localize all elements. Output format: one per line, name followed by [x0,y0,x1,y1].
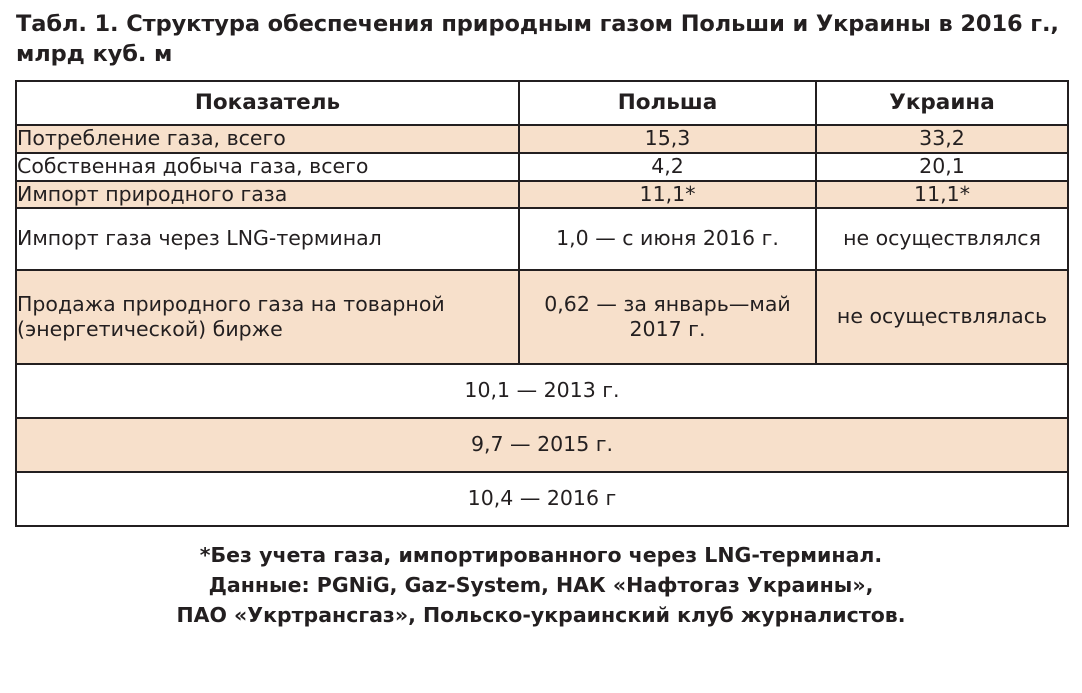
footnote-line-1: *Без учета газа, импортированного через LNG-терминал. [199,543,883,568]
table-row [16,153,1068,181]
table-row [16,208,1068,270]
table-row [16,125,1068,153]
row-label: Потребление газа, всего [16,125,519,153]
column-header-indicator: Показатель [16,81,519,125]
row-value-ukraine: 11,1* [816,181,1068,209]
row-label: Импорт газа через LNG-терминал [16,208,519,270]
row-value-ukraine: 20,1 [816,153,1068,181]
table-row [16,270,1068,364]
row-value-poland: 11,1* [519,181,816,209]
row-value-ukraine: не осуществлялась [816,270,1068,364]
table-header [16,81,1068,125]
page-title: Табл. 1. Структура обеспечения природным газом Польши и Украины в 2016 г., млрд куб. м [16,11,1059,67]
data-table [15,80,1069,527]
table-row [16,418,1068,472]
footnote-line-3: ПАО «Укртрансгаз», Польско-украинский клуб журналистов. [176,602,906,627]
table-row [16,364,1068,418]
row-value-poland: 0,62 — за январь—май 2017 г. [519,270,816,364]
column-header-poland: Польша [519,81,816,125]
row-label: Импорт природного газа [16,181,519,209]
table-row [16,181,1068,209]
row-value-ukraine: не осуществлялся [816,208,1068,270]
row-span-value: 10,1 — 2013 г. [16,364,1068,418]
row-value-poland: 15,3 [519,125,816,153]
column-header-ukraine: Украина [816,81,1068,125]
header-row [16,81,1068,125]
footnote-line-2: Данные: PGNiG, Gaz-System, НАК «Нафтогаз Украины», [208,573,874,598]
row-span-value: 9,7 — 2015 г. [16,418,1068,472]
row-label: Собственная добыча газа, всего [16,153,519,181]
row-value-poland: 4,2 [519,153,816,181]
row-value-ukraine: 33,2 [816,125,1068,153]
table-footnote [14,541,1068,630]
row-value-poland: 1,0 — с июня 2016 г. [519,208,816,270]
row-span-value: 10,4 — 2016 г [16,472,1068,526]
row-label: Продажа природного газа на товарной (энергетической) бирже [16,270,519,364]
table-row [16,472,1068,526]
table-body [16,125,1068,526]
